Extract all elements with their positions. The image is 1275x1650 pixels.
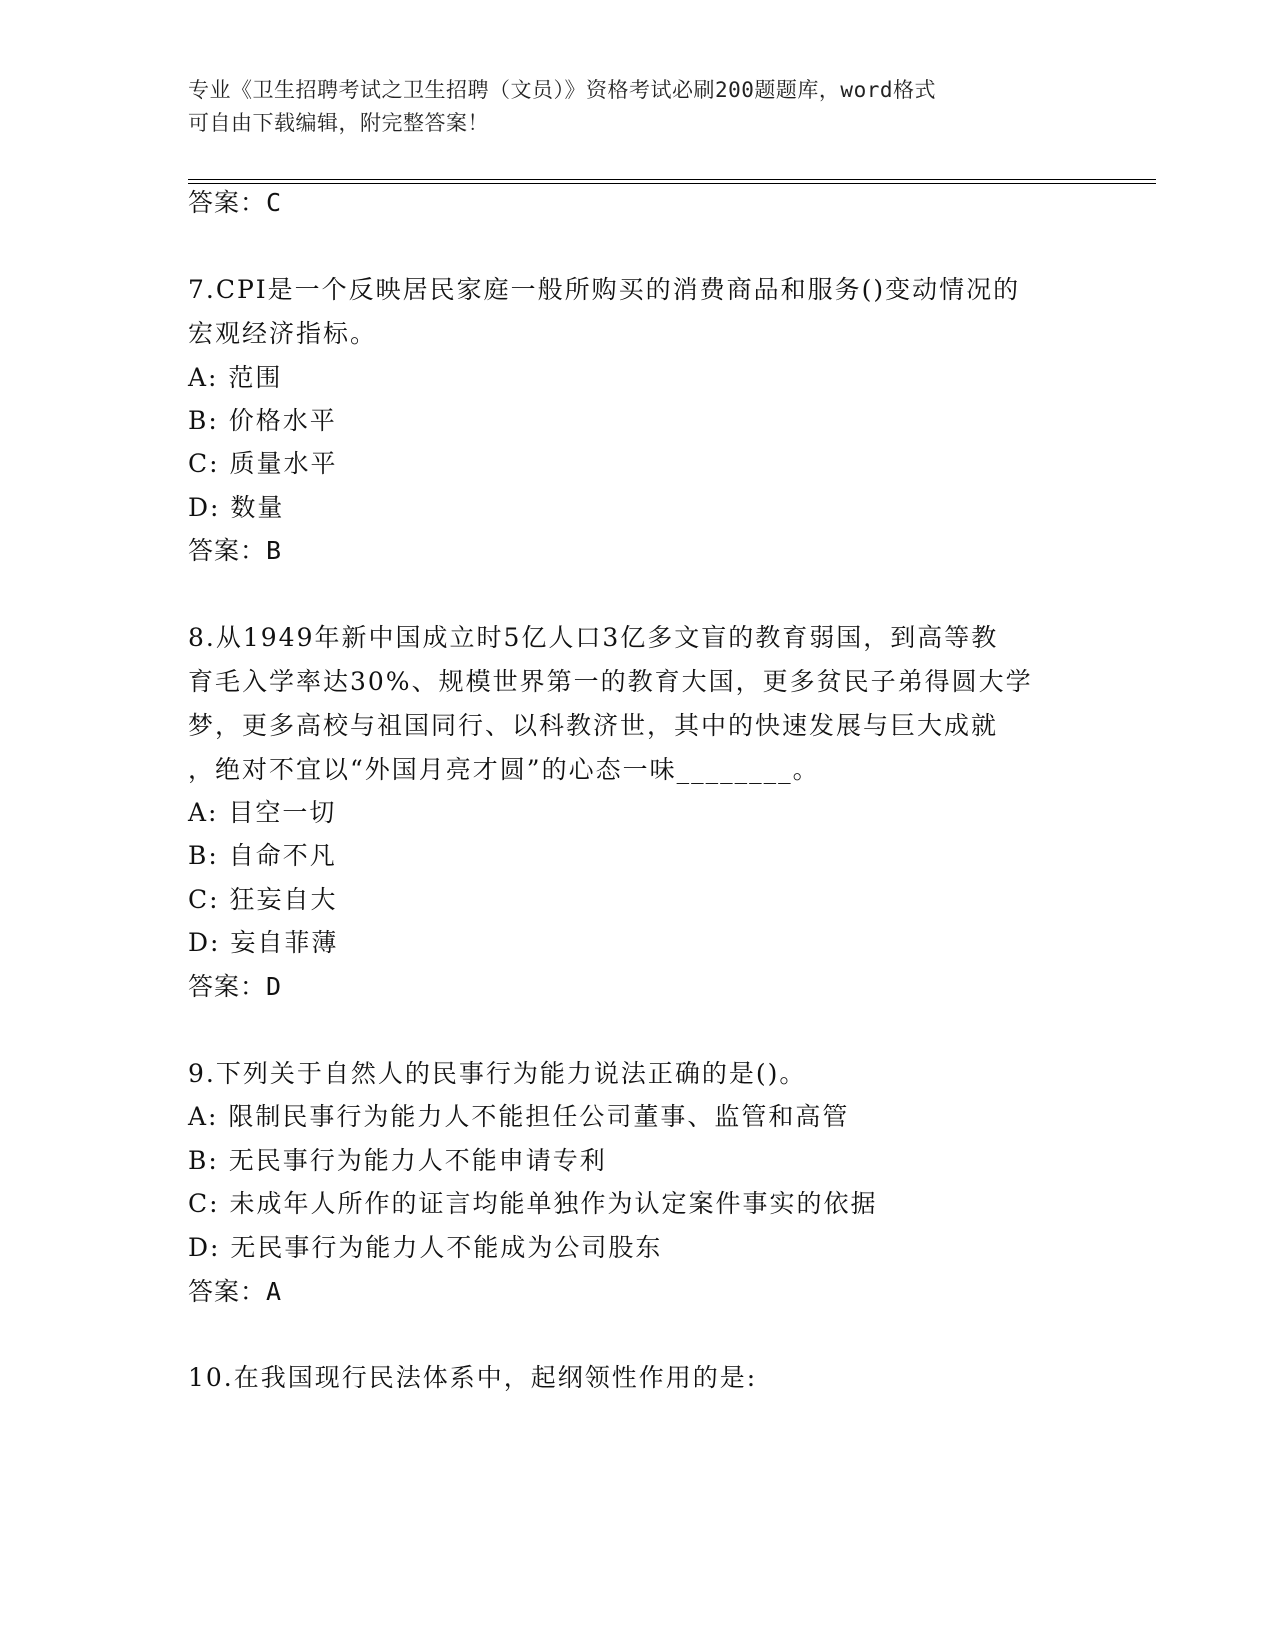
header-rule-top bbox=[188, 179, 1156, 180]
question-7-option-c: C: 质量水平 bbox=[188, 449, 338, 478]
question-8-stem-line-2: 育毛入学率达30%、规模世界第一的教育大国，更多贫民子弟得圆大学 bbox=[188, 667, 1033, 696]
question-9-option-c: C: 未成年人所作的证言均能单独作为认定案件事实的依据 bbox=[188, 1189, 878, 1218]
question-9-stem-line-1: 9.下列关于自然人的民事行为能力说法正确的是()。 bbox=[188, 1059, 807, 1088]
header-rule-bottom bbox=[188, 183, 1156, 184]
question-7-option-a: A: 范围 bbox=[188, 363, 283, 392]
header-line-1: 专业《卫生招聘考试之卫生招聘（文员）》资格考试必刷200题题库，word格式 bbox=[188, 78, 936, 102]
answer-label: 答案：C bbox=[188, 188, 283, 217]
question-10-stem-line-1: 10.在我国现行民法体系中，起纲领性作用的是: bbox=[188, 1363, 758, 1392]
question-8-option-c: C: 狂妄自大 bbox=[188, 885, 338, 914]
question-9-option-b: B: 无民事行为能力人不能申请专利 bbox=[188, 1146, 607, 1175]
question-7-option-d: D: 数量 bbox=[188, 493, 285, 522]
question-7-answer: 答案：B bbox=[188, 536, 283, 565]
question-8-option-d: D: 妄自菲薄 bbox=[188, 928, 339, 957]
question-7-stem-line-1: 7.CPI是一个反映居民家庭一般所购买的消费商品和服务()变动情况的 bbox=[188, 275, 1021, 304]
question-7-stem-line-2: 宏观经济指标。 bbox=[188, 319, 378, 348]
question-9-option-a: A: 限制民事行为能力人不能担任公司董事、监管和高管 bbox=[188, 1102, 850, 1131]
question-8-option-b: B: 自命不凡 bbox=[188, 841, 337, 870]
document-header bbox=[188, 74, 1088, 140]
question-8-stem-line-4: ，绝对不宜以“外国月亮才圆”的心态一味________。 bbox=[188, 755, 820, 784]
question-7-option-b: B: 价格水平 bbox=[188, 406, 337, 435]
question-9-answer: 答案：A bbox=[188, 1277, 283, 1306]
question-9-option-d: D: 无民事行为能力人不能成为公司股东 bbox=[188, 1233, 663, 1262]
question-8-stem-line-1: 8.从1949年新中国成立时5亿人口3亿多文盲的教育弱国，到高等教 bbox=[188, 623, 999, 652]
question-8-option-a: A: 目空一切 bbox=[188, 798, 337, 827]
question-8-stem-line-3: 梦，更多高校与祖国同行、以科教济世，其中的快速发展与巨大成就 bbox=[188, 711, 999, 740]
question-8-answer: 答案：D bbox=[188, 972, 283, 1001]
header-line-2: 可自由下载编辑，附完整答案！ bbox=[188, 111, 489, 135]
